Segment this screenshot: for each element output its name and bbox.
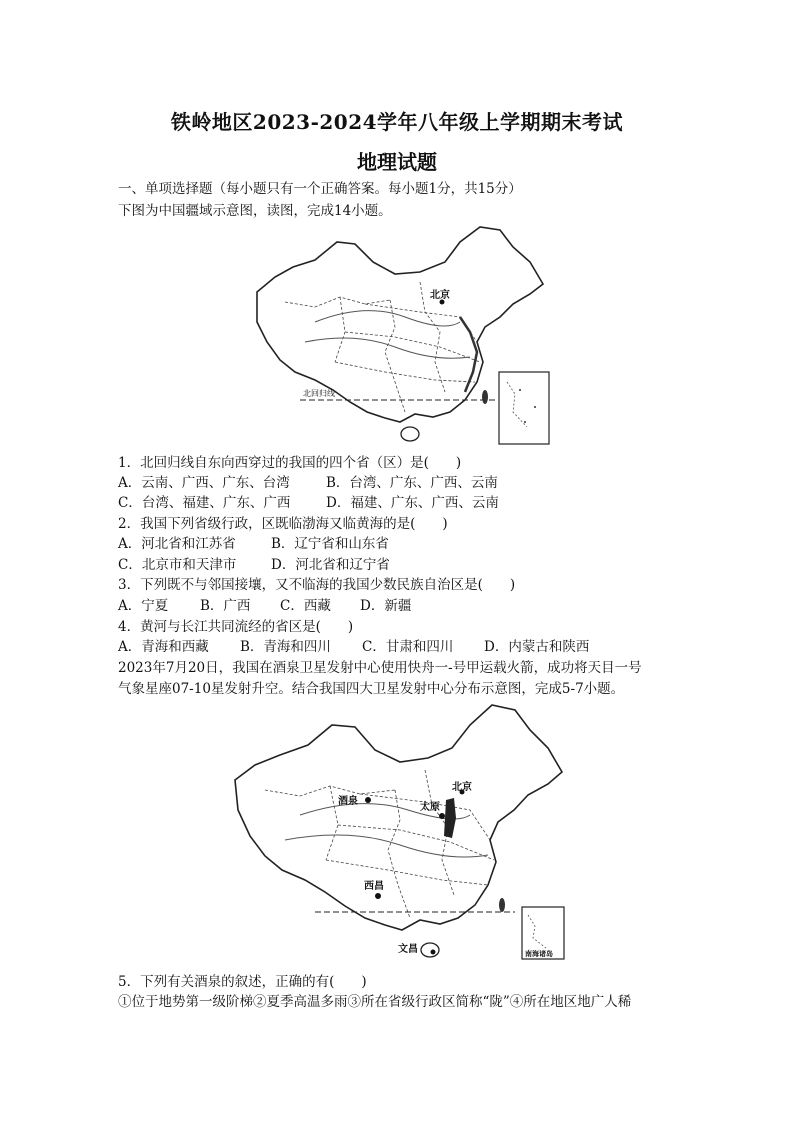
question-1-option-c[interactable]: C．台湾、福建、广东、广西 bbox=[118, 495, 291, 511]
launch-centers-map bbox=[230, 700, 575, 962]
question-4-option-a[interactable]: A．青海和西藏 bbox=[118, 639, 209, 655]
question-2-stem: 2．我国下列省级行政，区既临渤海又临黄海的是( ) bbox=[118, 516, 448, 532]
passage-line-1: 2023年7月20日，我国在酒泉卫星发射中心使用快舟一-号甲运载火箭，成功将天目一号 bbox=[118, 660, 642, 676]
question-4-option-d[interactable]: D．内蒙古和陕西 bbox=[484, 639, 590, 655]
map2-jiuquan-label: 酒泉 bbox=[338, 796, 358, 807]
map2-beijing-label: 北京 bbox=[452, 782, 472, 793]
map2-inset-label: 南海诸岛 bbox=[525, 950, 553, 958]
question-5-statements: ①位于地势第一级阶梯②夏季高温多雨③所在省级行政区简称“陇”④所在地区地广人稀 bbox=[118, 994, 632, 1010]
question-1-option-d[interactable]: D．福建、广东、广西、云南 bbox=[326, 495, 499, 511]
question-3-option-a[interactable]: A．宁夏 bbox=[118, 598, 169, 614]
passage-line-2: 气象星座07-10星发射升空。结合我国四大卫星发射中心分布示意图，完成5-7小题。 bbox=[118, 681, 625, 697]
exam-title: 铁岭地区2023-2024学年八年级上学期期末考试 bbox=[170, 110, 624, 134]
question-1-option-a[interactable]: A．云南、广西、广东、台湾 bbox=[118, 475, 290, 491]
map1-tropic-label: 北回归线 bbox=[303, 389, 335, 398]
question-4-option-b[interactable]: B．青海和四川 bbox=[240, 639, 331, 655]
question-2-option-d[interactable]: D．河北省和辽宁省 bbox=[271, 557, 390, 573]
exam-subtitle: 地理试题 bbox=[357, 150, 437, 174]
map2-xichang-label: 西昌 bbox=[364, 881, 384, 892]
china-territory-map bbox=[245, 222, 555, 450]
question-2-option-a[interactable]: A．河北省和江苏省 bbox=[118, 536, 236, 552]
section-heading: 一、单项选择题（每小题只有一个正确答案。每小题1分，共15分） bbox=[118, 181, 522, 197]
question-3-option-d[interactable]: D．新疆 bbox=[360, 598, 412, 614]
question-1-stem: 1．北回归线自东向西穿过的我国的四个省（区）是( ) bbox=[118, 455, 462, 471]
question-2-option-c[interactable]: C．北京市和天津市 bbox=[118, 557, 237, 573]
question-2-option-b[interactable]: B．辽宁省和山东省 bbox=[271, 536, 389, 552]
question-4-stem: 4．黄河与长江共同流经的省区是( ) bbox=[118, 619, 354, 635]
question-4-option-c[interactable]: C．甘肃和四川 bbox=[362, 639, 454, 655]
question-3-option-b[interactable]: B．广西 bbox=[200, 598, 251, 614]
map2-wenchang-label: 文昌 bbox=[398, 944, 418, 955]
question-5-stem: 5．下列有关酒泉的叙述，正确的有( ) bbox=[118, 974, 367, 990]
question-1-option-b[interactable]: B．台湾、广东、广西、云南 bbox=[326, 475, 498, 491]
map2-taiyuan-label: 太原 bbox=[420, 802, 440, 813]
map1-intro: 下图为中国疆域示意图，读图，完成14小题。 bbox=[118, 203, 392, 219]
question-3-stem: 3．下列既不与邻国接壤，又不临海的我国少数民族自治区是( ) bbox=[118, 577, 516, 593]
map1-beijing-label: 北京 bbox=[430, 290, 450, 301]
question-3-option-c[interactable]: C．西藏 bbox=[280, 598, 331, 614]
